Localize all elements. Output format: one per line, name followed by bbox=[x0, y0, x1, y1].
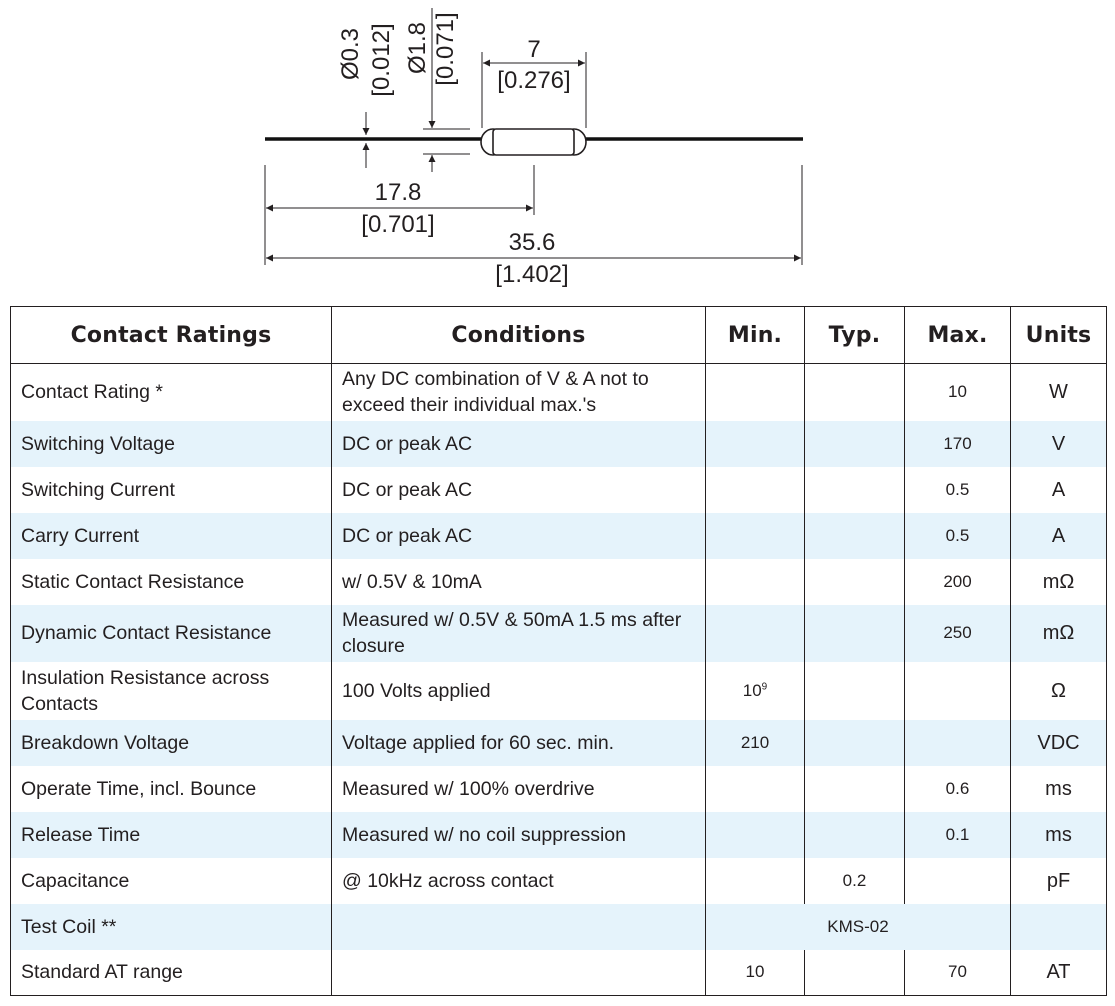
reed-switch-dimension-drawing bbox=[0, 0, 1115, 300]
table-row bbox=[11, 904, 1107, 950]
min-cell bbox=[706, 364, 805, 421]
param-cell: Release Time bbox=[11, 812, 332, 858]
table-row bbox=[11, 766, 1107, 812]
condition-cell bbox=[332, 950, 706, 996]
param-cell: Standard AT range bbox=[11, 950, 332, 996]
max-cell: 0.6 bbox=[905, 766, 1011, 812]
typ-cell bbox=[805, 720, 905, 766]
param-cell: Test Coil ** bbox=[11, 904, 332, 950]
min-cell bbox=[706, 467, 805, 513]
param-cell: Breakdown Voltage bbox=[11, 720, 332, 766]
condition-cell: Measured w/ no coil suppression bbox=[332, 812, 706, 858]
header-units: Units bbox=[1011, 307, 1107, 364]
typ-cell bbox=[805, 950, 905, 996]
table-row bbox=[11, 364, 1107, 421]
unit-cell: mΩ bbox=[1011, 605, 1107, 662]
min-cell bbox=[706, 513, 805, 559]
header-typ: Typ. bbox=[805, 307, 905, 364]
max-cell: 0.5 bbox=[905, 513, 1011, 559]
table-row bbox=[11, 812, 1107, 858]
total-length-mm: 35.6 bbox=[508, 229, 556, 256]
typ-cell bbox=[805, 605, 905, 662]
condition-cell: DC or peak AC bbox=[332, 421, 706, 467]
typ-cell bbox=[805, 513, 905, 559]
typ-cell bbox=[805, 421, 905, 467]
body-length-mm: 7 bbox=[527, 36, 541, 63]
unit-cell: VDC bbox=[1011, 720, 1107, 766]
contact-ratings-table bbox=[10, 306, 1107, 996]
lead-diameter-mm: Ø0.3 bbox=[337, 27, 364, 81]
half-length-mm: 17.8 bbox=[374, 179, 422, 206]
param-cell: Operate Time, incl. Bounce bbox=[11, 766, 332, 812]
param-cell: Static Contact Resistance bbox=[11, 559, 332, 605]
body-diameter-mm: Ø1.8 bbox=[404, 21, 431, 75]
param-cell: Contact Rating * bbox=[11, 364, 332, 421]
param-cell: Dynamic Contact Resistance bbox=[11, 605, 332, 662]
table-row bbox=[11, 950, 1107, 996]
typ-cell bbox=[805, 467, 905, 513]
max-cell bbox=[905, 858, 1011, 904]
table-row bbox=[11, 467, 1107, 513]
lead-diameter-in: [0.012] bbox=[368, 23, 395, 97]
condition-cell: Measured w/ 0.5V & 50mA 1.5 ms after closure bbox=[332, 605, 706, 662]
typ-cell bbox=[805, 364, 905, 421]
max-cell bbox=[905, 662, 1011, 720]
unit-cell bbox=[1011, 904, 1107, 950]
half-length-in: [0.701] bbox=[361, 211, 435, 238]
typ-cell bbox=[805, 766, 905, 812]
min-cell: 10 bbox=[706, 950, 805, 996]
min-cell bbox=[706, 559, 805, 605]
min-exponent: 9 bbox=[761, 680, 768, 692]
header-min: Min. bbox=[706, 307, 805, 364]
min-cell: 210 bbox=[706, 720, 805, 766]
typ-cell bbox=[805, 812, 905, 858]
min-cell bbox=[706, 812, 805, 858]
condition-cell: Measured w/ 100% overdrive bbox=[332, 766, 706, 812]
max-cell: 70 bbox=[905, 950, 1011, 996]
max-cell: 0.5 bbox=[905, 467, 1011, 513]
max-cell: 0.1 bbox=[905, 812, 1011, 858]
min-cell bbox=[706, 858, 805, 904]
table-row bbox=[11, 662, 1107, 720]
min-cell bbox=[706, 662, 805, 720]
glass-body bbox=[481, 129, 586, 155]
table-row bbox=[11, 720, 1107, 766]
min-cell bbox=[706, 605, 805, 662]
unit-cell: pF bbox=[1011, 858, 1107, 904]
test-coil-value-cell: KMS-02 bbox=[706, 904, 1011, 950]
condition-cell: @ 10kHz across contact bbox=[332, 858, 706, 904]
unit-cell: A bbox=[1011, 467, 1107, 513]
param-cell: Insulation Resistance across Contacts bbox=[11, 662, 332, 720]
table-row bbox=[11, 559, 1107, 605]
total-length-in: [1.402] bbox=[495, 261, 569, 288]
param-cell: Carry Current bbox=[11, 513, 332, 559]
max-cell bbox=[905, 720, 1011, 766]
header-max: Max. bbox=[905, 307, 1011, 364]
unit-cell: AT bbox=[1011, 950, 1107, 996]
max-cell: 200 bbox=[905, 559, 1011, 605]
header-conditions: Conditions bbox=[332, 307, 706, 364]
condition-cell: 100 Volts applied bbox=[332, 662, 706, 720]
unit-cell: ms bbox=[1011, 812, 1107, 858]
max-cell: 170 bbox=[905, 421, 1011, 467]
condition-cell: Any DC combination of V & A not to exceed their individual max.'s bbox=[332, 364, 706, 421]
condition-cell: DC or peak AC bbox=[332, 513, 706, 559]
param-cell: Capacitance bbox=[11, 858, 332, 904]
min-cell bbox=[706, 421, 805, 467]
max-cell: 10 bbox=[905, 364, 1011, 421]
table-row bbox=[11, 513, 1107, 559]
condition-cell: DC or peak AC bbox=[332, 467, 706, 513]
body-length-in: [0.276] bbox=[497, 67, 571, 94]
typ-cell bbox=[805, 559, 905, 605]
unit-cell: V bbox=[1011, 421, 1107, 467]
body-diameter-in: [0.071] bbox=[432, 12, 459, 86]
condition-cell: w/ 0.5V & 10mA bbox=[332, 559, 706, 605]
table-header-row bbox=[11, 307, 1107, 364]
unit-cell: W bbox=[1011, 364, 1107, 421]
typ-cell bbox=[805, 662, 905, 720]
unit-cell: A bbox=[1011, 513, 1107, 559]
condition-cell bbox=[332, 904, 706, 950]
table-row bbox=[11, 605, 1107, 662]
max-cell: 250 bbox=[905, 605, 1011, 662]
header-contact-ratings: Contact Ratings bbox=[11, 307, 332, 364]
unit-cell: ms bbox=[1011, 766, 1107, 812]
unit-cell: Ω bbox=[1011, 662, 1107, 720]
unit-cell: mΩ bbox=[1011, 559, 1107, 605]
table-row bbox=[11, 858, 1107, 904]
table-row bbox=[11, 421, 1107, 467]
param-cell: Switching Voltage bbox=[11, 421, 332, 467]
param-cell: Switching Current bbox=[11, 467, 332, 513]
condition-cell: Voltage applied for 60 sec. min. bbox=[332, 720, 706, 766]
typ-cell: 0.2 bbox=[805, 858, 905, 904]
min-base: 10 bbox=[742, 680, 762, 700]
min-cell bbox=[706, 766, 805, 812]
